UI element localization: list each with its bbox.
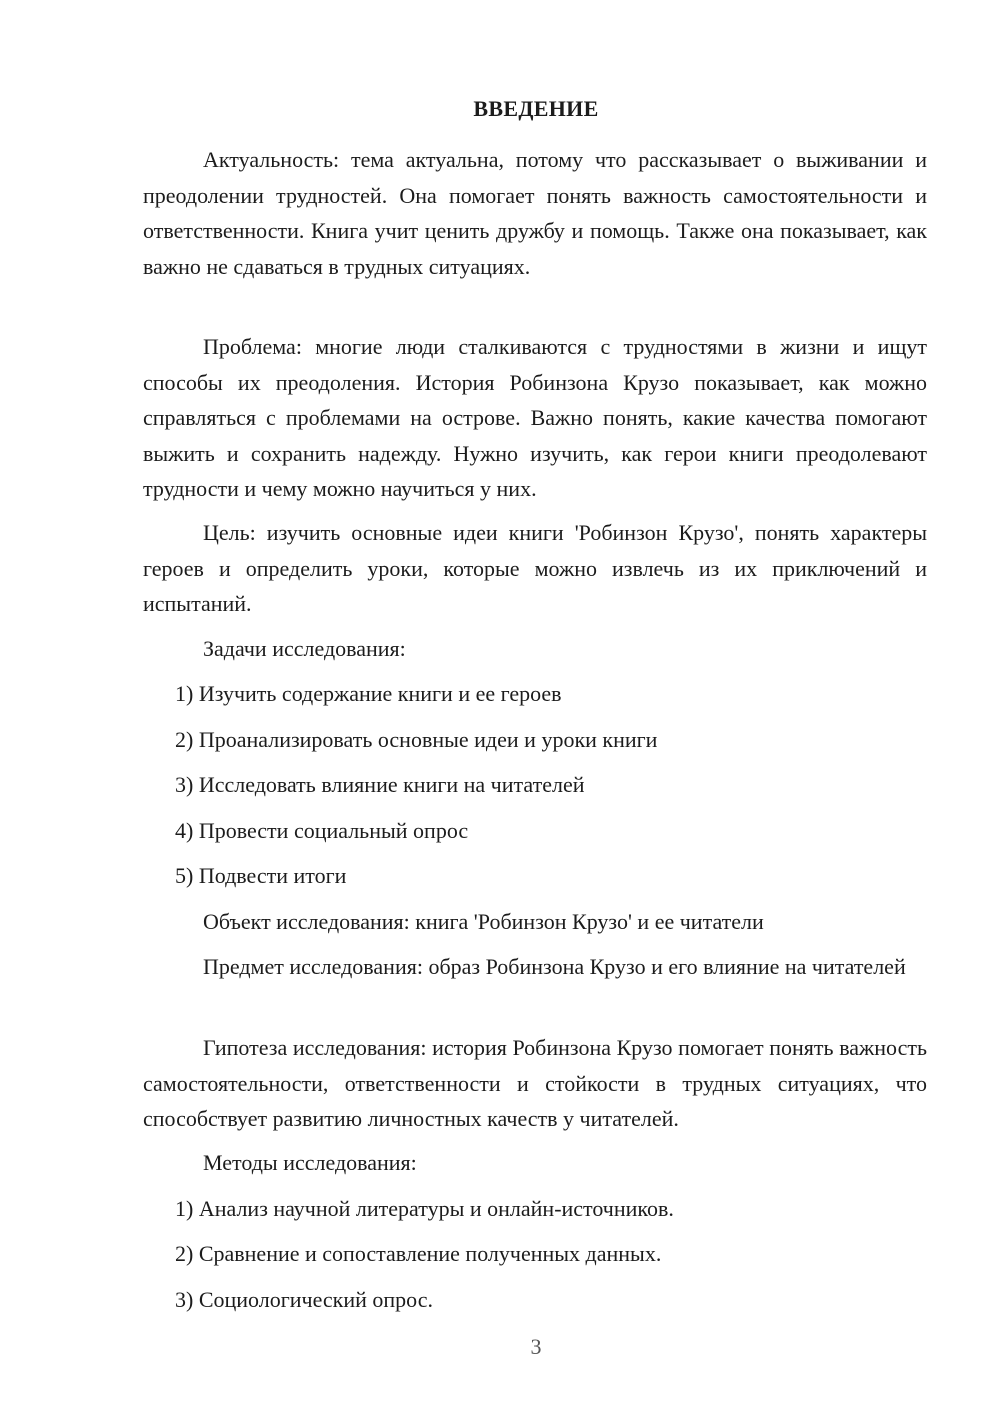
paragraph-relevance: Актуальность: тема актуальна, потому что рассказывает о выживании и преодолении трудностей. Она помогает понять важность самостоятельности и ответственности. Книга учит ценить дружбу и помощь. Также она показывает, как важно не сдаваться в трудных ситуациях. (143, 147, 927, 279)
task-item: 4) Провести социальный опрос (175, 818, 469, 843)
page-title: ВВЕДЕНИЕ (473, 96, 599, 121)
paragraph-hypothesis: Гипотеза исследования: история Робинзона Крузо помогает понять важность самостоятельности, ответственности и стойкости в трудных ситуациях, что способствует развитию личностных качеств у читателей. (143, 1035, 927, 1131)
method-item: 1) Анализ научной литературы и онлайн-источников. (175, 1196, 674, 1221)
task-item: 5) Подвести итоги (175, 863, 347, 888)
task-item: 2) Проанализировать основные идеи и уроки книги (175, 727, 658, 752)
method-item: 2) Сравнение и сопоставление полученных данных. (175, 1241, 662, 1266)
task-item: 3) Исследовать влияние книги на читателей (175, 772, 585, 797)
page-number: 3 (530, 1334, 542, 1359)
paragraph-object: Объект исследования: книга 'Робинзон Крузо' и ее читатели (203, 909, 764, 934)
tasks-heading: Задачи исследования: (203, 636, 406, 661)
paragraph-goal: Цель: изучить основные идеи книги 'Робинзон Крузо', понять характеры героев и определить уроки, которые можно извлечь из их приключений и испытаний. (143, 520, 927, 616)
paragraph-problem: Проблема: многие люди сталкиваются с трудностями в жизни и ищут способы их преодоления. История Робинзона Крузо показывает, как можно справляться с проблемами на острове. Важно понять, какие качества помогают выжить и сохранить надежду. Нужно изучить, как герои книги преодолевают трудности и чему можно научиться у них. (143, 334, 927, 501)
method-item: 3) Социологический опрос. (175, 1287, 433, 1312)
paragraph-subject: Предмет исследования: образ Робинзона Крузо и его влияние на читателей (203, 954, 906, 979)
methods-heading: Методы исследования: (203, 1150, 417, 1175)
task-item: 1) Изучить содержание книги и ее героев (175, 681, 562, 706)
